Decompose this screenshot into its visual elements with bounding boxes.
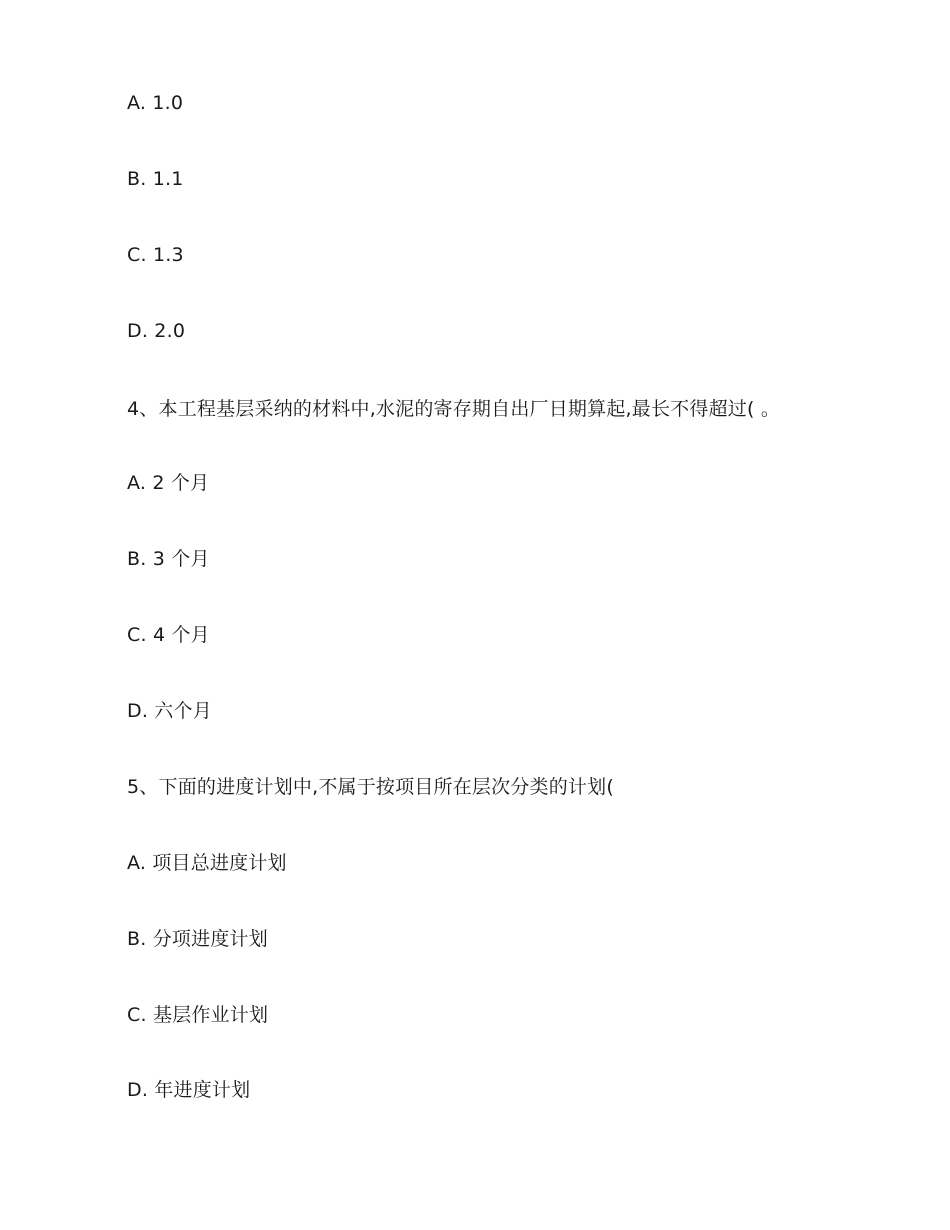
- option-b-q3: B. 1.1: [127, 168, 184, 190]
- option-b-q5: B. 分项进度计划: [127, 928, 268, 950]
- question-4: 4、本工程基层采纳的材料中,水泥的寄存期自出厂日期算起,最长不得超过( 。: [127, 398, 781, 420]
- option-d-q4: D. 六个月: [127, 700, 212, 722]
- option-a-q5: A. 项目总进度计划: [127, 852, 287, 874]
- option-c-q3: C. 1.3: [127, 244, 184, 266]
- question-5: 5、下面的进度计划中,不属于按项目所在层次分类的计划(: [127, 776, 614, 798]
- option-d-q3: D. 2.0: [127, 320, 186, 342]
- option-c-q4: C. 4 个月: [127, 624, 210, 646]
- option-c-q5: C. 基层作业计划: [127, 1004, 269, 1026]
- option-b-q4: B. 3 个月: [127, 548, 210, 570]
- option-a-q4: A. 2 个月: [127, 472, 210, 494]
- option-d-q5: D. 年进度计划: [127, 1079, 251, 1101]
- option-a-q3: A. 1.0: [127, 92, 184, 114]
